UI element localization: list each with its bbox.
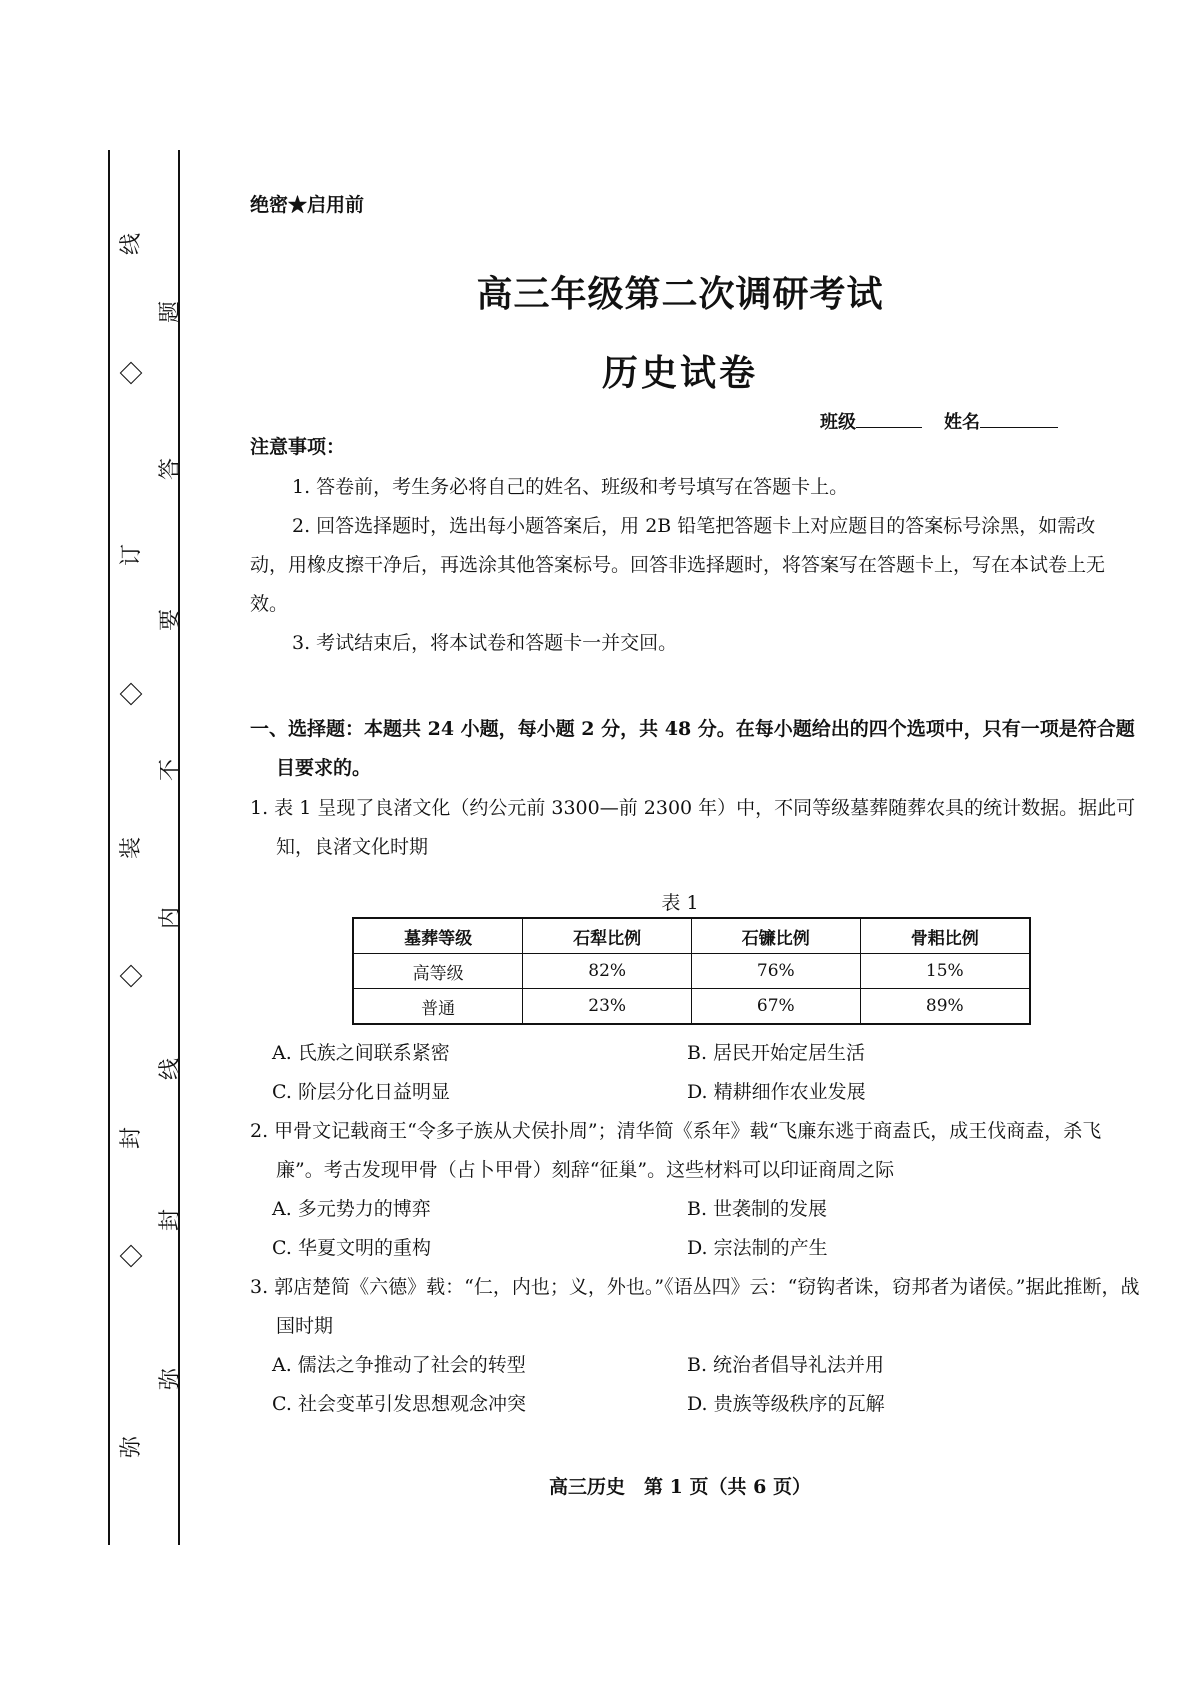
margin-char: 题 — [158, 301, 183, 324]
table-cell: 23% — [523, 989, 692, 1025]
table-cell: 76% — [691, 954, 860, 989]
student-info — [820, 408, 1058, 434]
table-cell: 高等级 — [353, 954, 523, 989]
table-header-row — [353, 918, 1030, 954]
answer-option[interactable]: A. 多元势力的博弈 — [272, 1198, 431, 1220]
table-header-cell: 墓葬等级 — [353, 918, 523, 954]
margin-char: 封 — [158, 1209, 183, 1232]
answer-option[interactable]: D. 宗法制的产生 — [687, 1237, 828, 1259]
table-cell: 89% — [860, 989, 1030, 1025]
margin-diamond — [120, 683, 143, 706]
options-row — [272, 1346, 1132, 1385]
table-cell: 67% — [691, 989, 860, 1025]
options-row — [272, 1034, 1132, 1073]
margin-char: 线 — [158, 1058, 183, 1081]
answer-option[interactable]: C. 阶层分化日益明显 — [272, 1081, 450, 1103]
answer-option[interactable]: B. 世袭制的发展 — [687, 1198, 828, 1220]
answer-option[interactable]: B. 居民开始定居生活 — [687, 1042, 866, 1064]
table-cell: 82% — [523, 954, 692, 989]
question-stem: 3. 郭店楚简《六德》载：“仁，内也；义，外也。”《语丛四》云：“窃钩者诛，窃邦者为诸侯。”据此推断，战国时期 — [250, 1276, 1140, 1337]
exam-title: 高三年级第二次调研考试 — [476, 273, 884, 315]
margin-char: 答 — [158, 458, 183, 481]
margin-char: 线 — [119, 233, 144, 256]
answer-option[interactable]: D. 精耕细作农业发展 — [687, 1081, 866, 1103]
binding-line-inner — [178, 150, 180, 1545]
margin-diamond — [120, 965, 143, 988]
notice-title: 注意事项： — [250, 436, 346, 458]
margin-char: 订 — [119, 544, 144, 567]
table-header-cell: 骨耜比例 — [860, 918, 1030, 954]
answer-option[interactable]: A. 儒法之争推动了社会的转型 — [272, 1354, 526, 1376]
margin-char: 弥 — [158, 1368, 183, 1391]
table-row — [353, 989, 1030, 1025]
margin-diamond — [120, 1245, 143, 1268]
answer-option[interactable]: B. 统治者倡导礼法并用 — [687, 1354, 885, 1376]
name-label: 姓名 — [944, 412, 980, 433]
question-stem: 2. 甲骨文记载商王“令多子族从犬侯扑周”；清华简《系年》载“飞廉东逃于商盍氏，成王伐商盍，杀飞廉”。考古发现甲骨（占卜甲骨）刻辞“征巢”。这些材料可以印证商周之际 — [250, 1120, 1102, 1181]
notice-item: 2. 回答选择题时，选出每小题答案后，用 2B 铅笔把答题卡上对应题目的答案标号涂黑，如需改动，用橡皮擦干净后，再选涂其他答案标号。回答非选择题时，将答案写在答题卡上，写在本试卷上无效。 — [250, 515, 1106, 615]
class-label: 班级 — [820, 412, 856, 433]
notice-item: 3. 考试结束后，将本试卷和答题卡一并交回。 — [292, 632, 678, 654]
answer-option[interactable]: C. 社会变革引发思想观念冲突 — [272, 1393, 526, 1415]
question-stem: 1. 表 1 呈现了良渚文化（约公元前 3300—前 2300 年）中，不同等级墓葬随葬农具的统计数据。据此可知，良渚文化时期 — [250, 797, 1136, 858]
margin-char: 弥 — [119, 1436, 144, 1459]
exam-subtitle: 历史试卷 — [601, 352, 758, 394]
class-blank[interactable] — [856, 409, 922, 428]
margin-char: 封 — [119, 1127, 144, 1150]
table-cell: 普通 — [353, 989, 523, 1025]
margin-char: 不 — [158, 759, 183, 782]
data-table — [352, 917, 1031, 1025]
answer-option[interactable]: C. 华夏文明的重构 — [272, 1237, 431, 1259]
margin-char: 内 — [158, 907, 183, 930]
margin-char: 要 — [158, 609, 183, 632]
section-heading: 一、选择题：本题共 24 小题，每小题 2 分，共 48 分。在每小题给出的四个选项中，只有一项是符合题目要求的。 — [250, 718, 1135, 779]
page-footer: 高三历史 第 1 页（共 6 页） — [549, 1476, 811, 1498]
options-row — [272, 1385, 1132, 1424]
options-row — [272, 1073, 1132, 1112]
notice-item: 1. 答卷前，考生务必将自己的姓名、班级和考号填写在答题卡上。 — [292, 476, 849, 498]
answer-option[interactable]: D. 贵族等级秩序的瓦解 — [687, 1393, 885, 1415]
table-caption: 表 1 — [661, 892, 699, 914]
binding-line-outer — [108, 150, 110, 1545]
margin-diamond — [120, 362, 143, 385]
margin-char: 装 — [119, 837, 144, 860]
options-row — [272, 1229, 1132, 1268]
options-row — [272, 1190, 1132, 1229]
secret-label: 绝密★启用前 — [250, 194, 365, 216]
name-blank[interactable] — [980, 409, 1058, 428]
table-header-cell: 石镰比例 — [691, 918, 860, 954]
table-row — [353, 954, 1030, 989]
answer-option[interactable]: A. 氏族之间联系紧密 — [272, 1042, 450, 1064]
table-header-cell: 石犁比例 — [523, 918, 692, 954]
table-cell: 15% — [860, 954, 1030, 989]
